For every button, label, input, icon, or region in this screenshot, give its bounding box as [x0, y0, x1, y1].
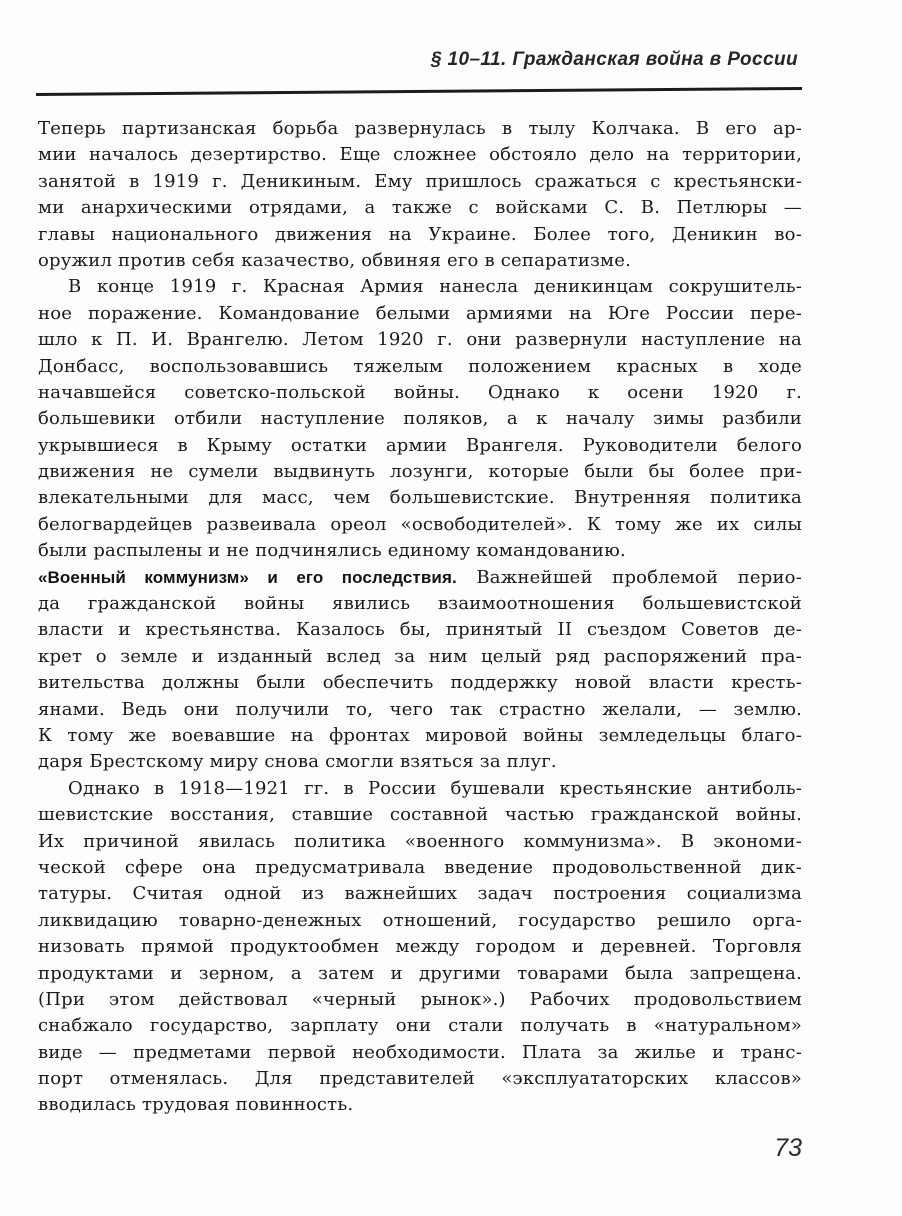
text-line: (При этом действовал «черный рынок».) Рабочих продовольствием: [38, 988, 802, 1010]
text-line: власти и крестьянства. Казалось бы, принятый II съездом Советов де-: [38, 619, 802, 641]
paragraph: [38, 116, 802, 274]
text-line: начавшейся советско-польской войны. Однако к осени 1920 г.: [38, 381, 802, 403]
text-line: занятой в 1919 г. Деникиным. Ему пришлось сражаться с крестьянски-: [38, 170, 802, 192]
text-line: Их причиной явилась политика «военного коммунизма». В экономи-: [38, 830, 802, 852]
paragraph: [38, 565, 802, 776]
chapter-title: § 10–11. Гражданская война в России: [430, 49, 798, 70]
text-line: шевистские восстания, ставшие составной частью гражданской войны.: [38, 804, 802, 826]
text-line: белогвардейцев развеивала ореол «освободителей». К тому же их силы: [38, 513, 802, 535]
text-line: Донбасс, воспользовавшись тяжелым положением красных в ходе: [38, 355, 802, 377]
text-line: янами. Ведь они получили то, чего так страстно желали, — землю.: [38, 698, 802, 720]
text-line: даря Брестскому миру снова смогли взяться за плуг.: [38, 751, 557, 773]
text-line: ми анархическими отрядами, а также с войсками С. В. Петлюры —: [38, 197, 802, 219]
text-line: Однако в 1918—1921 гг. в России бушевали крестьянские антиболь-: [68, 777, 802, 799]
text-line: вительства должны были обеспечить поддержку новой власти кресть-: [38, 672, 802, 694]
text-line: К тому же воевавшие на фронтах мировой войны земледельцы благо-: [38, 724, 802, 746]
text-line: влекательными для масс, чем большевистские. Внутренняя политика: [38, 487, 802, 509]
text-line: большевики отбили наступление поляков, а к началу зимы разбили: [38, 408, 802, 430]
page-number: 73: [774, 1134, 802, 1162]
paragraph: [38, 776, 802, 1119]
text-line: татуры. Считая одной из важнейших задач построения социализма: [38, 883, 802, 905]
text-line: низовать прямой продуктообмен между городом и деревней. Торговля: [38, 936, 802, 958]
text-line: ческой сфере она предусматривала введение продовольственной дик-: [38, 856, 802, 878]
running-header: [38, 49, 798, 71]
header-rule: [36, 87, 802, 96]
text-line: да гражданской войны явились взаимоотношения большевистской: [38, 593, 802, 615]
text-line: главы национального движения на Украине. Более того, Деникин во-: [38, 223, 802, 245]
text-line: снабжало государство, зарплату они стали получать в «натуральном»: [38, 1015, 802, 1037]
text-line: мии началось дезертирство. Еще сложнее обстояло дело на территории,: [38, 144, 802, 166]
text-line: оружил против себя казачество, обвиняя его в сепаратизме.: [38, 249, 632, 271]
paragraph: [38, 274, 802, 564]
text-line: продуктами и зерном, а затем и другими товарами была запрещена.: [38, 962, 802, 984]
text-line: шло к П. И. Врангелю. Летом 1920 г. они развернули наступление на: [38, 329, 802, 351]
text-line: Теперь партизанская борьба развернулась в тылу Колчака. В его ар-: [38, 118, 802, 139]
text-line: крет о земле и изданный вслед за ним целый ряд распоряжений пра-: [38, 645, 802, 667]
text-line: укрывшиеся в Крыму остатки армии Врангеля. Руководители белого: [38, 434, 802, 456]
text-body: [38, 116, 802, 1119]
text-line: были распылены и не подчинялись единому командованию.: [38, 540, 626, 562]
text-line: «Военный коммунизм» и его последствия. Важнейшей проблемой перио-: [38, 566, 802, 588]
text-line: вводилась трудовая повинность.: [38, 1094, 354, 1116]
text-line: движения не сумели выдвинуть лозунги, которые были бы более при-: [38, 461, 802, 483]
text-line: виде — предметами первой необходимости. Плата за жилье и транс-: [38, 1041, 802, 1063]
text-line: порт отменялась. Для представителей «эксплуататорских классов»: [38, 1068, 802, 1090]
text-line: В конце 1919 г. Красная Армия нанесла деникинцам сокрушитель-: [68, 276, 802, 298]
bold-lead-heading: «Военный коммунизм» и его последствия.: [38, 567, 457, 587]
text-line: ное поражение. Командование белыми армиями на Юге России пере-: [38, 302, 802, 324]
text-line: ликвидацию товарно-денежных отношений, государство решило орга-: [38, 909, 802, 931]
